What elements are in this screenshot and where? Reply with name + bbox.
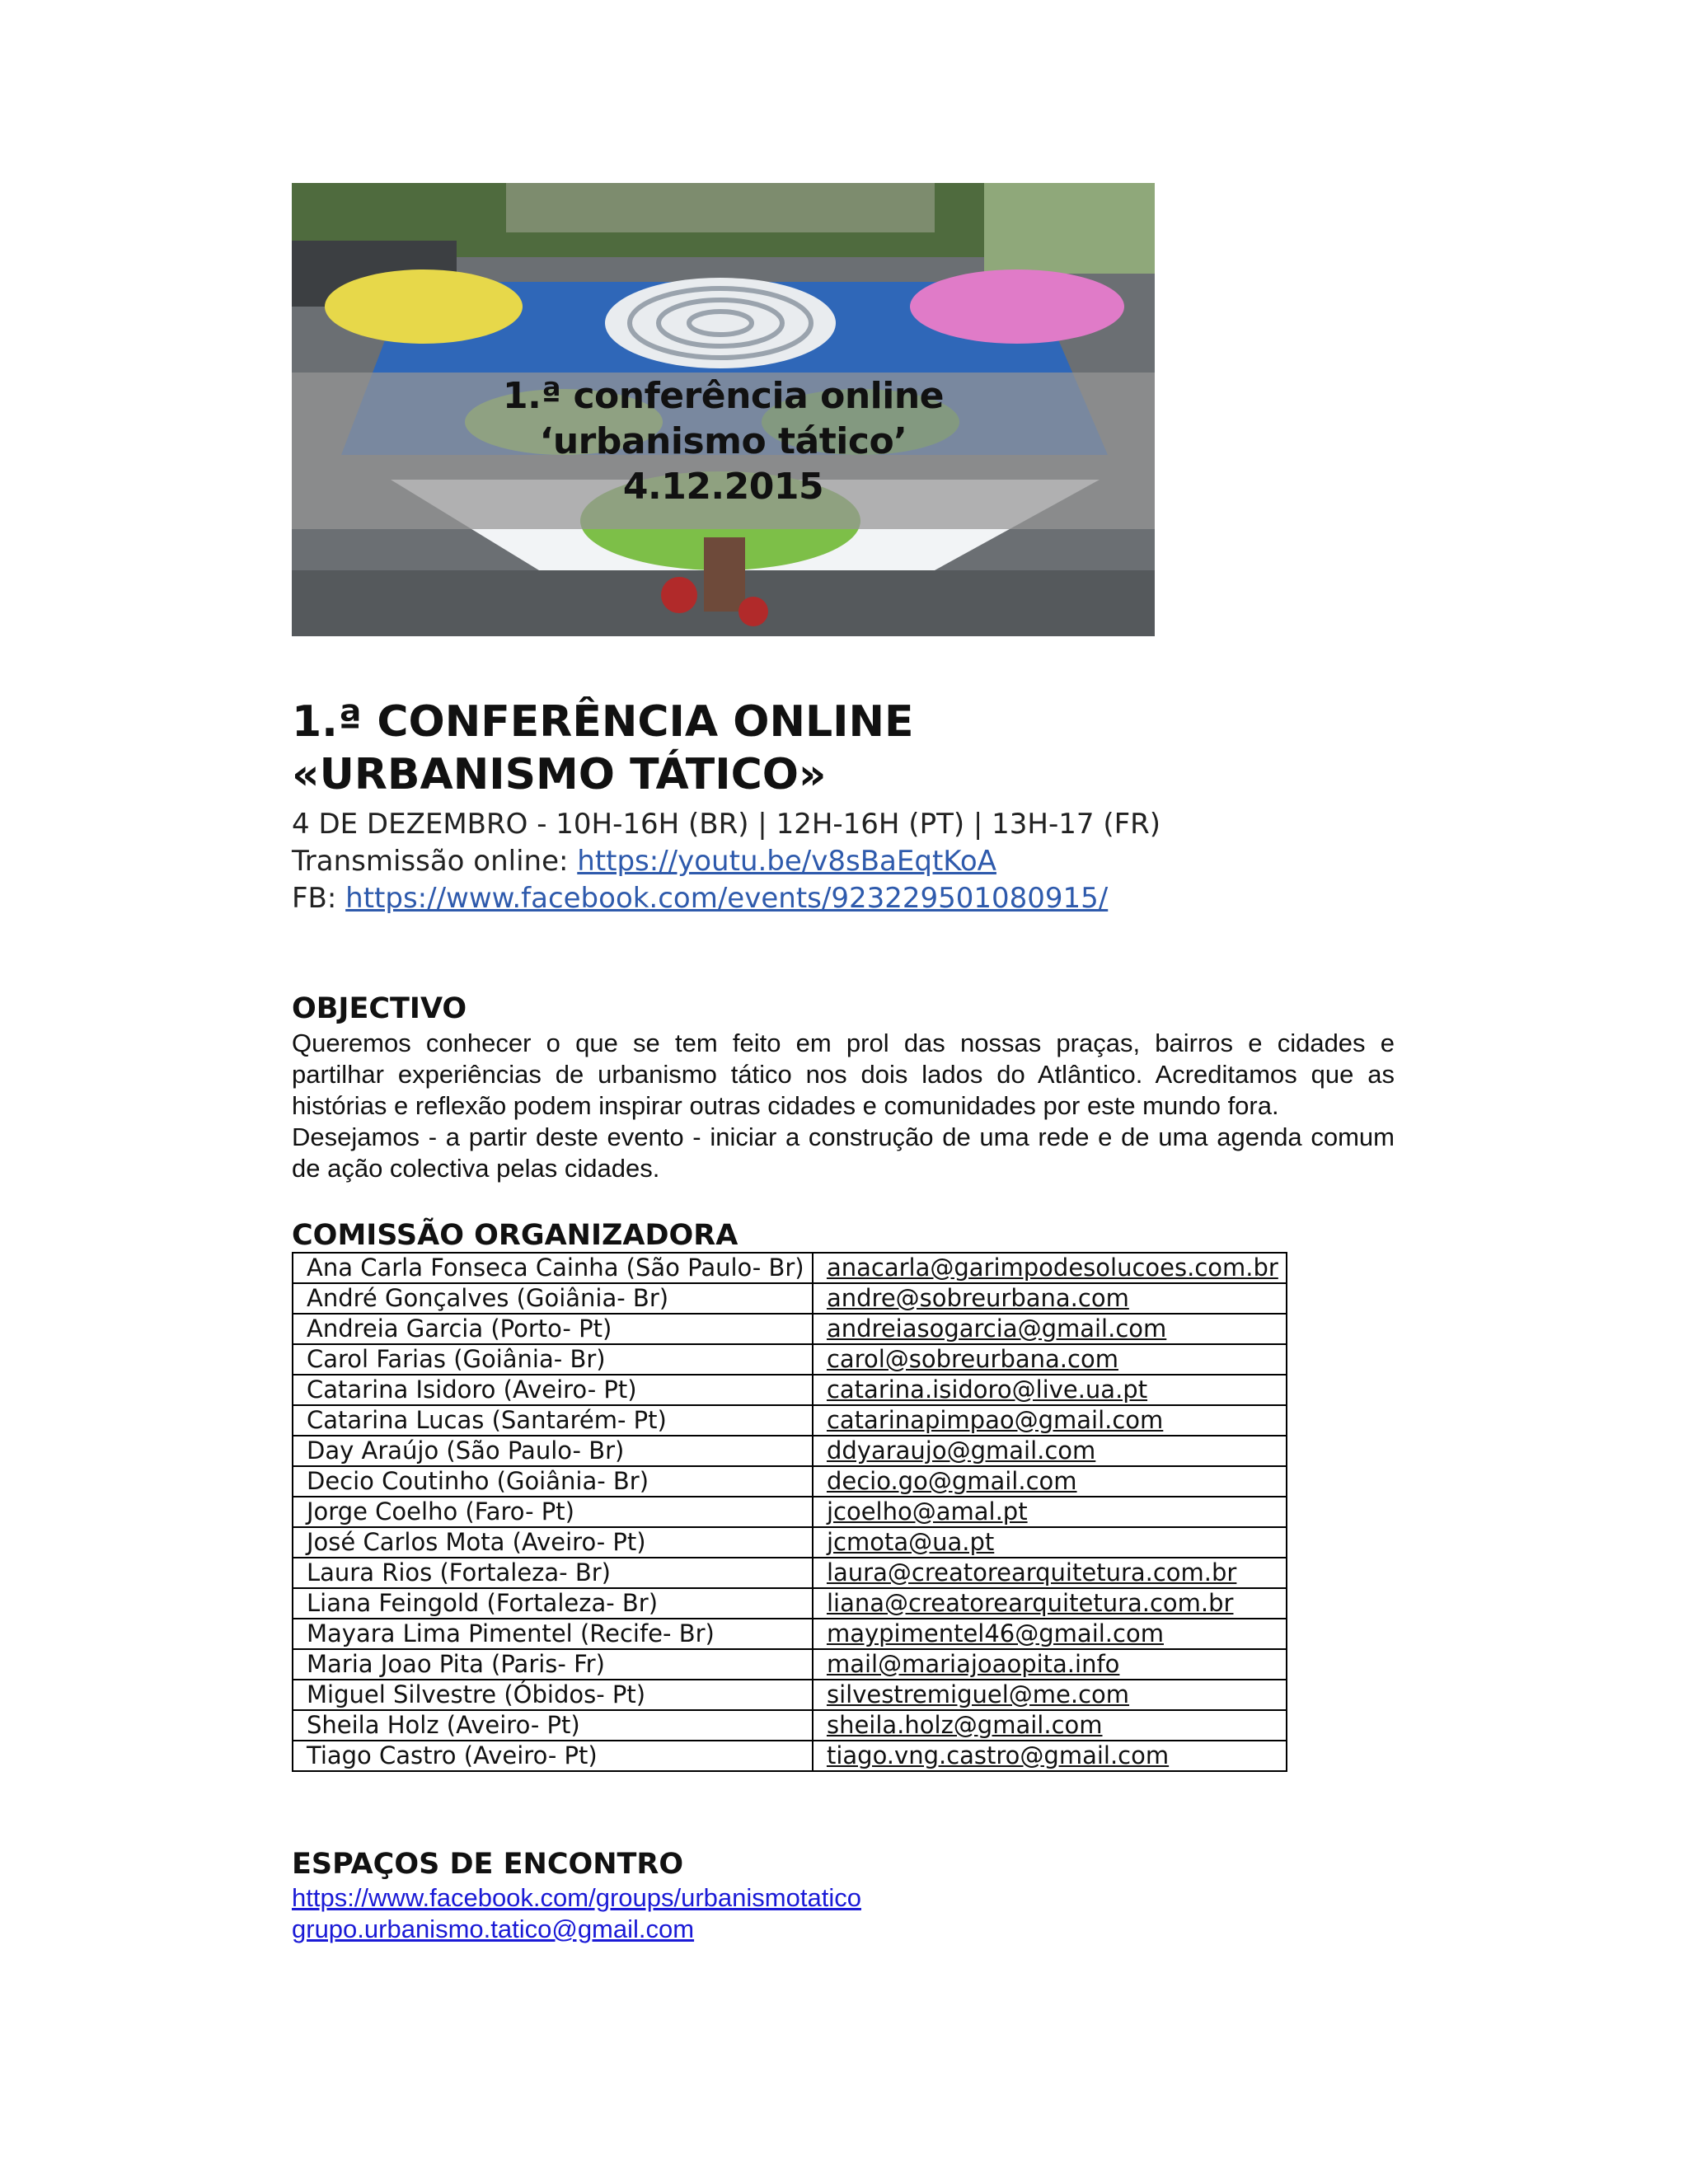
committee-heading: COMISSÃO ORGANIZADORA: [292, 1219, 738, 1252]
objective-line: Desejamos - a partir deste evento - iniciar a construção de uma rede e de uma agenda comum: [292, 1122, 1395, 1151]
committee-row: [293, 1649, 1287, 1680]
member-email-cell: [813, 1558, 1287, 1588]
objective-line: partilhar experiências de urbanismo tático nos dois lados do Atlântico. Acreditamos que as: [292, 1060, 1395, 1089]
committee-table: [292, 1252, 1287, 1772]
member-email[interactable]: sheila.holz@gmail.com: [826, 1711, 1103, 1739]
member-email[interactable]: liana@creatorearquitetura.com.br: [826, 1589, 1234, 1617]
stream-link[interactable]: https://youtu.be/v8sBaEqtKoA: [577, 845, 996, 878]
member-name: Maria Joao Pita (Paris- Fr): [293, 1649, 813, 1680]
member-email[interactable]: ddyaraujo@gmail.com: [826, 1436, 1096, 1465]
facebook-line: [292, 880, 1108, 916]
committee-row: [293, 1283, 1287, 1314]
stream-label: Transmissão online:: [292, 845, 578, 878]
member-email[interactable]: catarina.isidoro@live.ua.pt: [826, 1376, 1148, 1404]
committee-row: [293, 1253, 1287, 1283]
committee-row: [293, 1527, 1287, 1558]
committee-row: [293, 1497, 1287, 1527]
member-email[interactable]: silvestremiguel@me.com: [826, 1680, 1130, 1708]
member-email[interactable]: andreiasogarcia@gmail.com: [826, 1315, 1167, 1343]
member-name: Decio Coutinho (Goiânia- Br): [293, 1466, 813, 1497]
member-name: Catarina Lucas (Santarém- Pt): [293, 1405, 813, 1436]
member-name: Mayara Lima Pimentel (Recife- Br): [293, 1619, 813, 1649]
member-name: Andreia Garcia (Porto- Pt): [293, 1314, 813, 1344]
member-name: André Gonçalves (Goiânia- Br): [293, 1283, 813, 1314]
member-email[interactable]: andre@sobreurbana.com: [826, 1284, 1129, 1312]
member-email-cell: [813, 1436, 1287, 1466]
member-name: Tiago Castro (Aveiro- Pt): [293, 1741, 813, 1771]
member-name: José Carlos Mota (Aveiro- Pt): [293, 1527, 813, 1558]
member-email[interactable]: jcoelho@amal.pt: [826, 1497, 1028, 1526]
member-email-cell: [813, 1405, 1287, 1436]
member-email-cell: [813, 1680, 1287, 1710]
stream-line: [292, 843, 996, 879]
banner-date: 4.12.2015: [622, 466, 824, 508]
objective-paragraph: [292, 1028, 1395, 1184]
member-name: Catarina Isidoro (Aveiro- Pt): [293, 1375, 813, 1405]
event-date-line: 4 DE DEZEMBRO - 10H-16H (BR) | 12H-16H (PT) | 13H-17 (FR): [292, 808, 1161, 841]
committee-table-body: [293, 1253, 1287, 1771]
member-email-cell: [813, 1649, 1287, 1680]
page-title-line2: «URBANISMO TÁTICO»: [292, 750, 827, 799]
meeting-spaces-heading: ESPAÇOS DE ENCONTRO: [292, 1848, 684, 1881]
facebook-group-link[interactable]: https://www.facebook.com/groups/urbanismotatico: [292, 1883, 861, 1912]
page-title-line1: 1.ª CONFERÊNCIA ONLINE: [292, 697, 914, 747]
member-name: Sheila Holz (Aveiro- Pt): [293, 1710, 813, 1741]
member-email[interactable]: anacarla@garimpodesolucoes.com.br: [826, 1254, 1278, 1282]
banner-title-line2: ‘urbanismo tático’: [539, 420, 907, 462]
committee-row: [293, 1619, 1287, 1649]
member-name: Miguel Silvestre (Óbidos- Pt): [293, 1680, 813, 1710]
objective-heading: OBJECTIVO: [292, 992, 467, 1025]
committee-row: [293, 1344, 1287, 1375]
member-name: Ana Carla Fonseca Cainha (São Paulo- Br): [293, 1253, 813, 1283]
member-email[interactable]: catarinapimpao@gmail.com: [826, 1406, 1164, 1434]
committee-row: [293, 1710, 1287, 1741]
committee-row: [293, 1314, 1287, 1344]
member-email-cell: [813, 1466, 1287, 1497]
committee-row: [293, 1466, 1287, 1497]
member-email-cell: [813, 1741, 1287, 1771]
objective-line: histórias e reflexão podem inspirar outras cidades e comunidades por este mundo fora.: [292, 1091, 1279, 1120]
member-email-cell: [813, 1314, 1287, 1344]
conference-banner-image: [292, 183, 1155, 636]
member-email[interactable]: carol@sobreurbana.com: [826, 1345, 1118, 1373]
committee-row: [293, 1405, 1287, 1436]
member-name: Day Araújo (São Paulo- Br): [293, 1436, 813, 1466]
member-email-cell: [813, 1283, 1287, 1314]
member-email[interactable]: laura@creatorearquitetura.com.br: [826, 1558, 1237, 1586]
banner-title-line1: 1.ª conferência online: [502, 375, 944, 417]
member-name: Jorge Coelho (Faro- Pt): [293, 1497, 813, 1527]
member-name: Carol Farias (Goiânia- Br): [293, 1344, 813, 1375]
objective-line: Queremos conhecer o que se tem feito em prol das nossas praças, bairros e cidades e: [292, 1029, 1395, 1057]
committee-row: [293, 1588, 1287, 1619]
member-email-cell: [813, 1253, 1287, 1283]
member-email-cell: [813, 1619, 1287, 1649]
member-email[interactable]: tiago.vng.castro@gmail.com: [826, 1741, 1170, 1769]
facebook-label: FB:: [292, 882, 346, 915]
member-email[interactable]: decio.go@gmail.com: [826, 1467, 1077, 1495]
member-email-cell: [813, 1527, 1287, 1558]
member-email-cell: [813, 1710, 1287, 1741]
member-email[interactable]: maypimentel46@gmail.com: [826, 1619, 1164, 1647]
committee-row: [293, 1741, 1287, 1771]
member-email-cell: [813, 1497, 1287, 1527]
committee-row: [293, 1680, 1287, 1710]
member-email[interactable]: mail@mariajoaopita.info: [826, 1650, 1120, 1678]
member-email-cell: [813, 1344, 1287, 1375]
member-email-cell: [813, 1375, 1287, 1405]
member-name: Laura Rios (Fortaleza- Br): [293, 1558, 813, 1588]
member-name: Liana Feingold (Fortaleza- Br): [293, 1588, 813, 1619]
facebook-event-link[interactable]: https://www.facebook.com/events/923229501080915/: [345, 882, 1109, 915]
objective-line: de ação colectiva pelas cidades.: [292, 1154, 660, 1183]
member-email[interactable]: jcmota@ua.pt: [826, 1528, 995, 1556]
committee-row: [293, 1375, 1287, 1405]
committee-row: [293, 1436, 1287, 1466]
committee-row: [293, 1558, 1287, 1588]
group-email-link[interactable]: grupo.urbanismo.tatico@gmail.com: [292, 1915, 695, 1943]
member-email-cell: [813, 1588, 1287, 1619]
